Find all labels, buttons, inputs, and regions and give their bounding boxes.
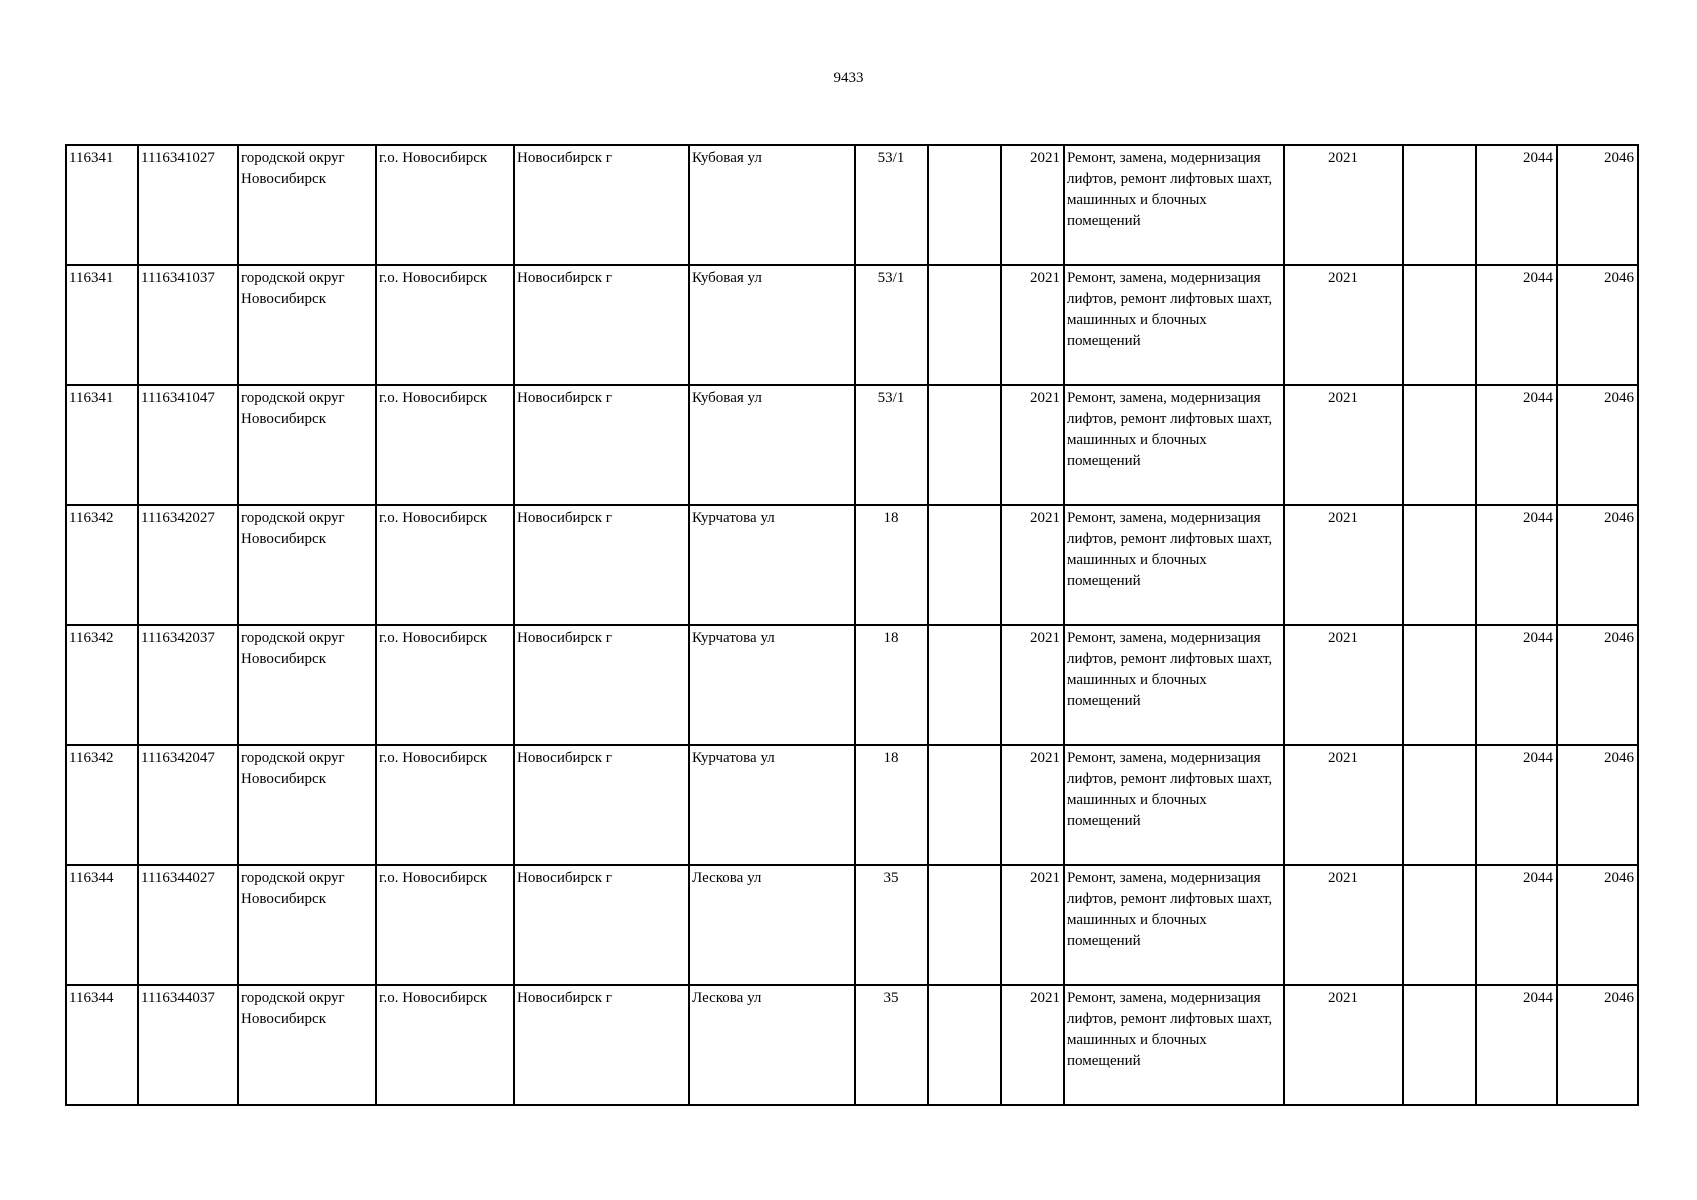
cell-work-type: Ремонт, замена, модернизация лифтов, ремонт лифтовых шахт, машинных и блочных помещений	[1064, 865, 1284, 985]
cell-year: 2021	[1001, 625, 1064, 745]
cell-locality: Новосибирск г	[514, 385, 689, 505]
cell-street: Кубовая ул	[689, 265, 855, 385]
table-row	[66, 265, 1638, 385]
cell-year-from: 2044	[1476, 865, 1557, 985]
cell-year-from: 2044	[1476, 625, 1557, 745]
cell-municipality: г.о. Новосибирск	[376, 865, 514, 985]
cell-district: городской округ Новосибирск	[238, 505, 376, 625]
cell-municipality: г.о. Новосибирск	[376, 985, 514, 1105]
cell-street: Курчатова ул	[689, 625, 855, 745]
cell-building	[928, 265, 1001, 385]
cell-id: 1116341027	[138, 145, 238, 265]
cell-work-type: Ремонт, замена, модернизация лифтов, ремонт лифтовых шахт, машинных и блочных помещений	[1064, 985, 1284, 1105]
cell-building	[928, 745, 1001, 865]
cell-locality: Новосибирск г	[514, 745, 689, 865]
cell-code: 116342	[66, 505, 138, 625]
cell-year-from: 2044	[1476, 385, 1557, 505]
cell-empty	[1403, 385, 1476, 505]
cell-work-type: Ремонт, замена, модернизация лифтов, ремонт лифтовых шахт, машинных и блочных помещений	[1064, 745, 1284, 865]
cell-year: 2021	[1001, 505, 1064, 625]
cell-building	[928, 985, 1001, 1105]
table-row	[66, 145, 1638, 265]
cell-municipality: г.о. Новосибирск	[376, 145, 514, 265]
cell-id: 1116344037	[138, 985, 238, 1105]
cell-year: 2021	[1001, 385, 1064, 505]
cell-building	[928, 145, 1001, 265]
cell-locality: Новосибирск г	[514, 985, 689, 1105]
cell-house: 53/1	[855, 265, 928, 385]
cell-plan-year: 2021	[1284, 265, 1403, 385]
table-row	[66, 625, 1638, 745]
cell-year-to: 2046	[1557, 625, 1638, 745]
cell-year: 2021	[1001, 145, 1064, 265]
cell-year-from: 2044	[1476, 745, 1557, 865]
cell-district: городской округ Новосибирск	[238, 865, 376, 985]
cell-street: Курчатова ул	[689, 745, 855, 865]
cell-street: Кубовая ул	[689, 145, 855, 265]
cell-plan-year: 2021	[1284, 745, 1403, 865]
cell-district: городской округ Новосибирск	[238, 265, 376, 385]
cell-year-to: 2046	[1557, 865, 1638, 985]
cell-building	[928, 505, 1001, 625]
cell-plan-year: 2021	[1284, 385, 1403, 505]
cell-year: 2021	[1001, 745, 1064, 865]
cell-municipality: г.о. Новосибирск	[376, 625, 514, 745]
cell-locality: Новосибирск г	[514, 265, 689, 385]
cell-id: 1116344027	[138, 865, 238, 985]
cell-street: Курчатова ул	[689, 505, 855, 625]
cell-building	[928, 625, 1001, 745]
cell-code: 116342	[66, 745, 138, 865]
cell-empty	[1403, 145, 1476, 265]
cell-district: городской округ Новосибирск	[238, 145, 376, 265]
cell-year: 2021	[1001, 865, 1064, 985]
cell-street: Лескова ул	[689, 985, 855, 1105]
cell-plan-year: 2021	[1284, 865, 1403, 985]
cell-id: 1116342037	[138, 625, 238, 745]
cell-district: городской округ Новосибирск	[238, 625, 376, 745]
cell-locality: Новосибирск г	[514, 625, 689, 745]
cell-work-type: Ремонт, замена, модернизация лифтов, ремонт лифтовых шахт, машинных и блочных помещений	[1064, 505, 1284, 625]
cell-empty	[1403, 625, 1476, 745]
cell-code: 116342	[66, 625, 138, 745]
cell-building	[928, 865, 1001, 985]
cell-year: 2021	[1001, 265, 1064, 385]
cell-year-from: 2044	[1476, 985, 1557, 1105]
cell-year-to: 2046	[1557, 385, 1638, 505]
cell-plan-year: 2021	[1284, 625, 1403, 745]
cell-house: 18	[855, 625, 928, 745]
cell-code: 116341	[66, 145, 138, 265]
cell-house: 53/1	[855, 145, 928, 265]
cell-year-from: 2044	[1476, 265, 1557, 385]
cell-year-from: 2044	[1476, 505, 1557, 625]
cell-street: Кубовая ул	[689, 385, 855, 505]
table-row	[66, 745, 1638, 865]
cell-house: 35	[855, 865, 928, 985]
table-row	[66, 505, 1638, 625]
cell-locality: Новосибирск г	[514, 865, 689, 985]
page-number: 9433	[833, 70, 864, 86]
cell-year-to: 2046	[1557, 985, 1638, 1105]
cell-district: городской округ Новосибирск	[238, 985, 376, 1105]
cell-id: 1116342047	[138, 745, 238, 865]
cell-plan-year: 2021	[1284, 505, 1403, 625]
cell-year-to: 2046	[1557, 505, 1638, 625]
cell-street: Лескова ул	[689, 865, 855, 985]
cell-empty	[1403, 865, 1476, 985]
cell-house: 35	[855, 985, 928, 1105]
register-table	[65, 144, 1639, 1106]
cell-id: 1116342027	[138, 505, 238, 625]
table-row	[66, 865, 1638, 985]
table-row	[66, 385, 1638, 505]
cell-empty	[1403, 505, 1476, 625]
cell-district: городской округ Новосибирск	[238, 745, 376, 865]
table-row	[66, 985, 1638, 1105]
cell-id: 1116341047	[138, 385, 238, 505]
cell-work-type: Ремонт, замена, модернизация лифтов, ремонт лифтовых шахт, машинных и блочных помещений	[1064, 385, 1284, 505]
table-body	[66, 145, 1638, 1105]
cell-code: 116344	[66, 985, 138, 1105]
cell-locality: Новосибирск г	[514, 145, 689, 265]
cell-work-type: Ремонт, замена, модернизация лифтов, ремонт лифтовых шахт, машинных и блочных помещений	[1064, 625, 1284, 745]
cell-code: 116344	[66, 865, 138, 985]
cell-municipality: г.о. Новосибирск	[376, 745, 514, 865]
cell-year-to: 2046	[1557, 145, 1638, 265]
cell-plan-year: 2021	[1284, 145, 1403, 265]
cell-municipality: г.о. Новосибирск	[376, 385, 514, 505]
cell-empty	[1403, 985, 1476, 1105]
cell-house: 18	[855, 745, 928, 865]
cell-building	[928, 385, 1001, 505]
cell-year-to: 2046	[1557, 265, 1638, 385]
cell-empty	[1403, 745, 1476, 865]
cell-empty	[1403, 265, 1476, 385]
cell-year-from: 2044	[1476, 145, 1557, 265]
cell-plan-year: 2021	[1284, 985, 1403, 1105]
cell-house: 18	[855, 505, 928, 625]
cell-work-type: Ремонт, замена, модернизация лифтов, ремонт лифтовых шахт, машинных и блочных помещений	[1064, 145, 1284, 265]
cell-district: городской округ Новосибирск	[238, 385, 376, 505]
cell-code: 116341	[66, 385, 138, 505]
cell-year-to: 2046	[1557, 745, 1638, 865]
cell-house: 53/1	[855, 385, 928, 505]
cell-year: 2021	[1001, 985, 1064, 1105]
cell-work-type: Ремонт, замена, модернизация лифтов, ремонт лифтовых шахт, машинных и блочных помещений	[1064, 265, 1284, 385]
cell-municipality: г.о. Новосибирск	[376, 505, 514, 625]
cell-id: 1116341037	[138, 265, 238, 385]
cell-code: 116341	[66, 265, 138, 385]
cell-locality: Новосибирск г	[514, 505, 689, 625]
cell-municipality: г.о. Новосибирск	[376, 265, 514, 385]
